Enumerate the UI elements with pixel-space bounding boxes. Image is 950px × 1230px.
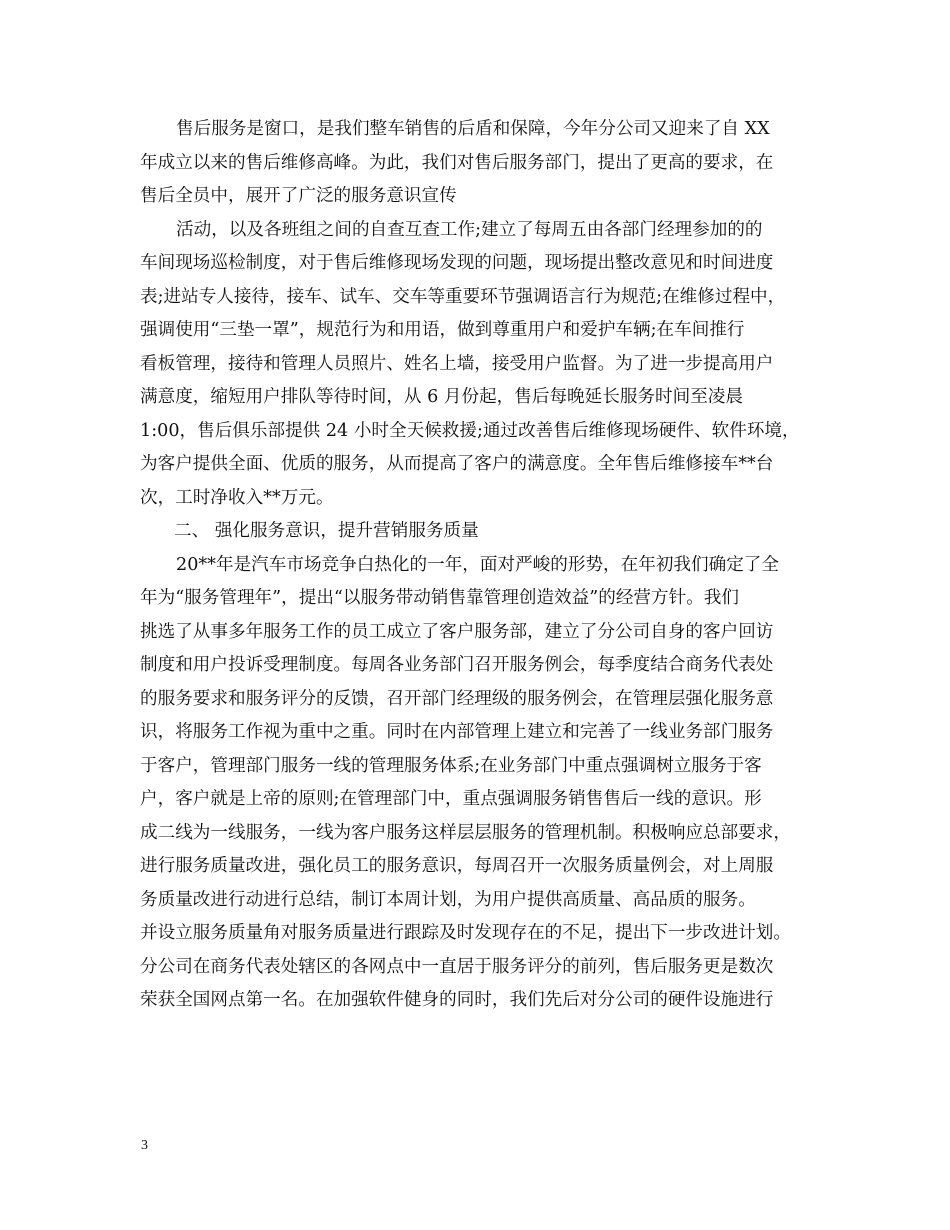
- paragraph-line: 务质量改进行动进行总结，制订本周计划，为用户提供高质量、高品质的服务。: [140, 889, 756, 910]
- document-body: [140, 113, 824, 1018]
- paragraph-line: 分公司在商务代表处辖区的各网点中一直居于服务评分的前列，售后服务更是数次: [140, 956, 774, 977]
- paragraph-line: 户，客户就是上帝的原则;在管理部门中，重点强调服务销售售后一线的意识。形: [140, 789, 762, 809]
- paragraph-line: 满意度，缩短用户排队等待时间，从 6 月份起，售后每晚延长服务时间至凌晨: [140, 387, 743, 407]
- paragraph-line: 挑选了从事多年服务工作的员工成立了客户服务部，建立了分公司自身的客户回访: [140, 621, 774, 642]
- paragraph-line: 车间现场巡检制度，对于售后维修现场发现的问题，现场提出整改意见和时间进度: [140, 253, 774, 273]
- paragraph-line: 为客户提供全面、优质的服务，从而提高了客户的满意度。全年售后维修接车**台: [140, 454, 774, 474]
- paragraph-line: 成二线为一线服务，一线为客户服务这样层层服务的管理机制。积极响应总部要求，: [140, 822, 791, 843]
- paragraph-line: 活动，以及各班组之间的自查互查工作;建立了每周五由各部门经理参加的的: [176, 219, 763, 240]
- paragraph-line: 20**年是汽车市场竞争白热化的一年，面对严峻的形势，在年初我们确定了全: [176, 554, 779, 575]
- paragraph-line: 的服务要求和服务评分的反馈，召开部门经理级的服务例会，在管理层强化服务意: [140, 688, 774, 709]
- paragraph-line: 荣获全国网点第一名。在加强软件健身的同时，我们先后对分公司的硬件设施进行: [140, 990, 774, 1010]
- paragraph-line: 进行服务质量改进，强化员工的服务意识，每周召开一次服务质量例会，对上周服: [140, 856, 774, 876]
- paragraph-line: 制度和用户投诉受理制度。每周各业务部门召开服务例会，每季度结合商务代表处: [140, 655, 774, 675]
- page-number: 3: [141, 1138, 148, 1153]
- paragraph-line: 于客户，管理部门服务一线的管理服务体系;在业务部门中重点强调树立服务于客: [140, 755, 762, 776]
- paragraph-line: 表;进站专人接待，接车、试车、交车等重要环节强调语言行为规范;在维修过程中，: [140, 286, 786, 307]
- paragraph-line: 年为“服务管理年”，提出“以服务带动销售靠管理创造效益”的经营方针。我们: [140, 588, 739, 608]
- paragraph-line: 年成立以来的售后维修高峰。为此，我们对售后服务部门，提出了更高的要求，在: [140, 152, 774, 173]
- paragraph-line: 强调使用“三垫一罩”，规范行为和用语，做到尊重用户和爱护车辆;在车间推行: [140, 320, 745, 340]
- paragraph-line: 1:00，售后俱乐部提供 24 小时全天候救援;通过改善售后维修现场硬件、软件环境，: [140, 420, 800, 441]
- paragraph-line: 售后全员中，展开了广泛的服务意识宣传: [140, 186, 457, 206]
- paragraph-line: 识，将服务工作视为重中之重。同时在内部管理上建立和完善了一线业务部门服务: [140, 722, 774, 742]
- paragraph-line: 看板管理，接待和管理人员照片、姓名上墙，接受用户监督。为了进一步提高用户: [140, 353, 774, 374]
- paragraph-line: 次，工时净收入**万元。: [140, 487, 334, 508]
- paragraph-line: 售后服务是窗口，是我们整车销售的后盾和保障，今年分公司又迎来了自 XX: [176, 119, 770, 139]
- section-heading: 二、 强化服务意识，提升营销服务质量: [174, 521, 479, 541]
- paragraph-line: 并设立服务质量角对服务质量进行跟踪及时发现存在的不足，提出下一步改进计划。: [140, 923, 791, 943]
